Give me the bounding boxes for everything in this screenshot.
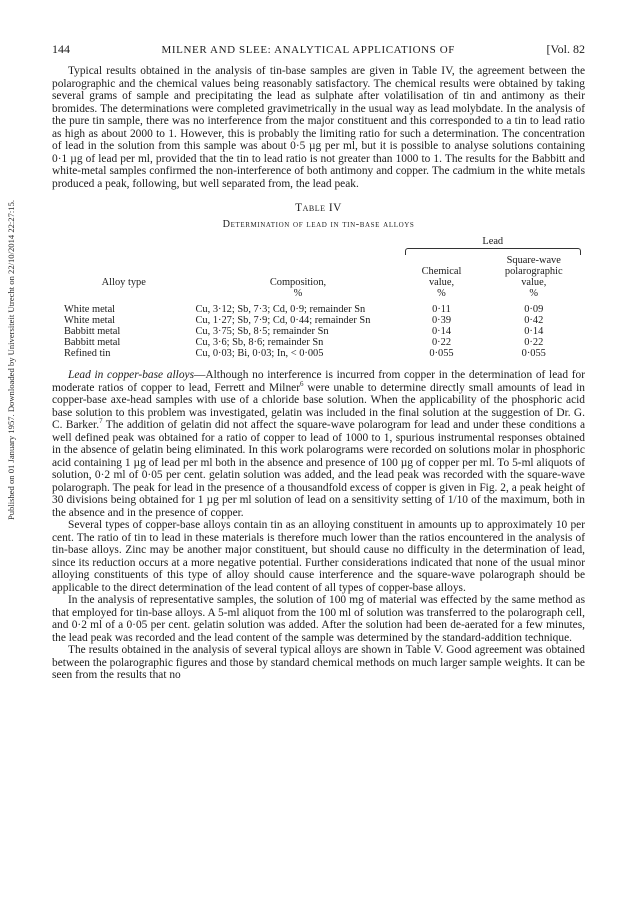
header-square-wave-unit: % xyxy=(529,288,539,299)
paragraph-2-text-b: were unable to determine directly small amounts of lead in copper-base axe-head samples with use of a chloride base solution. When the applicability of the phosphoric acid base solution to this problem was investigated, gelatin was included in the final solution at the suggestion of Dr. G. C. Barker. xyxy=(52,381,585,431)
journal-page xyxy=(52,42,585,682)
publication-note: Published on 01 January 1957. Downloaded by Universiteit Utrecht on 22/10/2014 22:27:15. xyxy=(6,199,16,521)
paragraph-2-text-c: The addition of gelatin did not affect the square-wave polarogram for lead and under these conditions a well defined peak was obtained for a ratio of copper to lead of 1000 to 1, spurious instrumental responses obtained in the absence of gelatin being eliminated. In this work polarograms were recorded on solutions molar in phosphoric acid containing 1 µg of lead per ml both in the absence and presence of 100 µg of copper per ml. To 5-ml aliquots of solution, 0·2 ml of 0·05 per cent. gelatin solution was added, and the lead peak was recorded with the square-wave polarograph. The peak for lead in the presence of a thousandfold excess of copper is given in Fig. 2, a peak height of 30 divisions being obtained for 1 µg per ml solution of lead on a sensitivity setting of 1/10 of the maximum, both in the absence and in the presence of copper. xyxy=(52,419,585,519)
volume-label: [Vol. 82 xyxy=(546,42,585,56)
cell-alloy: White metal xyxy=(64,315,116,326)
table-row xyxy=(52,326,585,337)
section-run-in-heading: Lead in copper-base alloys xyxy=(68,369,195,381)
header-chemical-2: value, xyxy=(428,277,455,288)
header-chemical: Chemical xyxy=(421,266,462,277)
cell-composition: Cu, 3·12; Sb, 7·3; Cd, 0·9; remainder Sn xyxy=(195,304,366,315)
paragraph-5: The results obtained in the analysis of several typical alloys are shown in Table V. Good agreement was obtained between the polarographic figures and those by standard chemical methods on much larger sample weights. It can be seen from the results that no xyxy=(52,644,585,681)
lead-group-header: Lead xyxy=(482,236,504,247)
paragraph-3: Several types of copper-base alloys contain tin as an alloying constituent in amounts up to approximately 10 per cent. The ratio of tin to lead in these materials is therefore much lower than the ratios encountered in the analysis of tin-base alloys. Zinc may be another major constituent, but should cause no difficulty in the determination of lead, since its reduction occurs at a more negative potential. Further considerations indicated that none of the usual minor alloying constituents of this type of alloy should cause interference and the square-wave polarograph should be applicable to the direct determination of the lead content of all types of copper-base alloys. xyxy=(52,519,585,594)
cell-chemical: 0·14 xyxy=(431,326,452,337)
cell-alloy: Babbitt metal xyxy=(64,337,121,348)
table-iv xyxy=(52,236,585,359)
cell-composition: Cu, 1·27; Sb, 7·9; Cd, 0·44; remainder Sn xyxy=(195,315,371,326)
cell-chemical: 0·39 xyxy=(431,315,452,326)
table-row xyxy=(52,348,585,359)
header-square-wave-2: polarographic xyxy=(504,266,563,277)
cell-square-wave: 0·42 xyxy=(524,315,544,326)
paragraph-2-text-a: —Although no interference is incurred from copper in the determination of lead for moderate ratios of copper to lead, Ferrett and Milner xyxy=(52,369,585,394)
cell-alloy: White metal xyxy=(64,304,116,315)
header-chemical-unit: % xyxy=(437,288,446,299)
cell-chemical: 0·22 xyxy=(431,337,452,348)
cell-square-wave: 0·14 xyxy=(524,326,544,337)
cell-square-wave: 0·055 xyxy=(521,348,546,359)
paragraph-2 xyxy=(52,369,585,519)
paragraph-4: In the analysis of representative samples, the solution of 100 mg of material was effected by the same method as that employed for tin-base alloys. A 5-ml aliquot from the 100 ml of solution was transferred to the polarograph cell, and 0·2 ml of a 0·05 per cent. gelatin solution was added. After the solution had been de-aerated for a few minutes, the lead peak was recorded and the lead content of the sample was determined by the standard-addition technique. xyxy=(52,594,585,644)
header-composition-unit: % xyxy=(293,288,303,299)
lead-group-brace xyxy=(405,248,582,255)
reference-superscript: 7 xyxy=(99,417,103,426)
table-caption: Determination of lead in tin-base alloys xyxy=(222,219,415,230)
header-square-wave: Square-wave xyxy=(506,255,561,266)
cell-alloy: Babbitt metal xyxy=(64,326,121,337)
header-alloy-type: Alloy type xyxy=(101,277,146,288)
table-row xyxy=(52,315,585,326)
running-title: MILNER AND SLEE: ANALYTICAL APPLICATIONS OF xyxy=(161,44,456,56)
cell-composition: Cu, 3·75; Sb, 8·5; remainder Sn xyxy=(195,326,329,337)
cell-alloy: Refined tin xyxy=(64,348,111,359)
cell-composition: Cu, 3·6; Sb, 8·6; remainder Sn xyxy=(195,337,324,348)
header-composition: Composition, xyxy=(269,277,327,288)
page-number: 144 xyxy=(52,42,70,56)
header-square-wave-3: value, xyxy=(521,277,547,288)
cell-composition: Cu, 0·03; Bi, 0·03; In, < 0·005 xyxy=(195,348,324,359)
cell-chemical: 0·055 xyxy=(429,348,454,359)
cell-chemical: 0·11 xyxy=(432,304,451,315)
paragraph-1: Typical results obtained in the analysis of tin-base samples are given in Table IV, the agreement between the polarographic and the chemical values being reasonably satisfactory. The chemical results were obtained by taking several grams of sample and precipitating the lead as sulphate after volatilisation of tin and antimony as their bromides. The determinations were completed gravimetrically in the usual way as lead molybdate. In the analysis of the pure tin sample, there was no interference from the major constituent and this corresponded to a tin to lead ratio as high as about 2000 to 1. However, this is probably the limiting ratio for such a determination. The concentration of lead in the solution from this sample was about 0·5 µg per ml, but it is possible to analyse solutions containing 0·1 µg of lead per ml, provided that the tin to lead ratio is not greater than 1000 to 1. The results for the Babbitt and white-metal samples confirmed the non-interference of both antimony and copper. The cadmium in the white metals produced a peak, following, but well separated from, the lead peak. xyxy=(52,65,585,190)
page-header xyxy=(52,42,585,57)
cell-square-wave: 0·09 xyxy=(524,304,544,315)
cell-square-wave: 0·22 xyxy=(524,337,544,348)
publication-sidebar xyxy=(4,150,18,570)
table-title: Table IV xyxy=(295,202,342,214)
table-row xyxy=(52,337,585,348)
reference-superscript: 6 xyxy=(300,379,304,388)
table-row xyxy=(52,304,585,315)
